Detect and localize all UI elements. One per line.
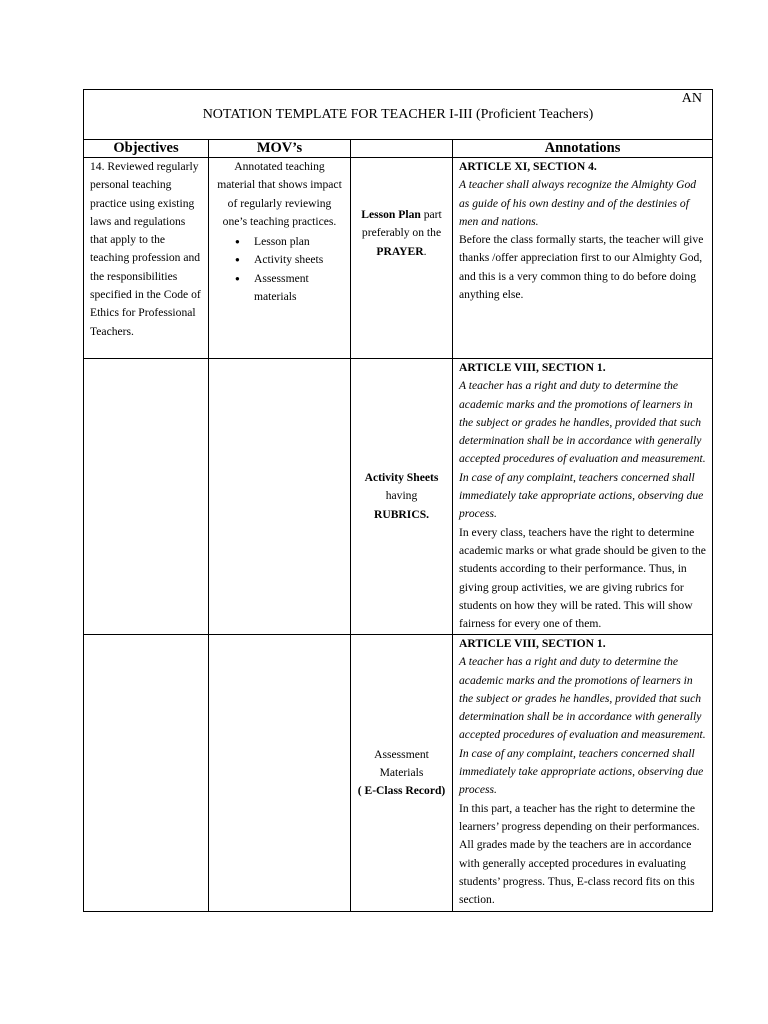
table-row	[84, 158, 713, 359]
objective-cell	[84, 359, 209, 635]
mov-detail-cell	[351, 158, 453, 359]
annotation-text	[453, 158, 712, 304]
mov-detail-text	[351, 158, 452, 261]
mov-description: Annotated teaching material that shows impact of regularly reviewing one’s teaching practices.	[217, 160, 342, 228]
mov-detail-plain: .	[423, 244, 427, 258]
mov-cell	[209, 635, 351, 912]
list-item: ● Assessment materials	[209, 270, 350, 307]
mov-detail-text	[351, 469, 452, 524]
objective-cell	[84, 158, 209, 359]
table-row	[84, 635, 713, 912]
mov-detail-bold: Lesson Plan	[361, 208, 421, 221]
article-quote: A teacher has a right and duty to determine the academic marks and the promotions of learners in the subject or grades he handles, provided that such determination shall be in accordance with generally accepted procedures of evaluation and measurement. In case of any complaint, teachers concerned shall immediately take appropriate actions, observing due process.	[459, 655, 706, 797]
corner-mark: AN	[681, 91, 702, 106]
title-row	[84, 90, 713, 140]
header-middle	[351, 140, 453, 158]
mov-list	[209, 233, 350, 306]
mov-cell	[209, 359, 351, 635]
header-objectives: Objectives	[84, 140, 209, 158]
mov-detail-bold: PRAYER	[376, 244, 424, 258]
article-quote: A teacher shall always recognize the Almighty God as guide of his own destiny and of the destinies of men and nations.	[459, 178, 697, 228]
annotation-text	[453, 359, 712, 633]
mov-detail-bold: ( E-Class Record)	[357, 784, 446, 798]
document-title: NOTATION TEMPLATE FOR TEACHER I-III (Proficient Teachers)	[202, 107, 594, 122]
mov-detail-plain: Assessment Materials	[374, 747, 429, 779]
annotation-text	[453, 635, 712, 909]
article-heading: ARTICLE VIII, SECTION 1.	[459, 637, 606, 650]
mov-detail-plain: having	[385, 489, 418, 503]
mov-detail-text	[351, 746, 452, 801]
title-cell	[84, 90, 713, 140]
article-heading: ARTICLE XI, SECTION 4.	[459, 160, 597, 173]
annotation-note: In this part, a teacher has the right to determine the learners’ progress depending on their performances. All grades made by the teachers are in accordance with generally accepted procedures in evaluating students’ progress. Thus, E-class record fits on this section.	[459, 801, 700, 907]
mov-detail-bold: Activity Sheets	[364, 471, 439, 485]
annotation-note: In every class, teachers have the right to determine academic marks or what grade should be given to the students according to their performance. Thus, in giving group activities, we are giving rubrics for students on how they will be rated. This will show fairness for every one of them.	[459, 525, 706, 631]
objective-cell	[84, 635, 209, 912]
header-movs: MOV’s	[209, 140, 351, 158]
mov-detail-cell	[351, 635, 453, 912]
annotation-cell	[453, 635, 713, 912]
header-row	[84, 140, 713, 158]
mov-detail-plain: part preferably on the	[361, 208, 442, 240]
table-row	[84, 359, 713, 635]
mov-detail-bold: RUBRICS.	[373, 507, 430, 521]
notation-template-table	[83, 89, 713, 912]
article-quote: A teacher has a right and duty to determine the academic marks and the promotions of learners in the subject or grades he handles, provided that such determination shall be in accordance with generally accepted procedures of evaluation and measurement. In case of any complaint, teachers concerned shall immediately take appropriate actions, observing due process.	[459, 379, 706, 521]
annotation-cell	[453, 359, 713, 635]
annotation-note: Before the class formally starts, the teacher will give thanks /offer appreciation first to our Almighty God, and this is a very common thing to do before doing anything else.	[459, 233, 704, 302]
mov-detail-cell	[351, 359, 453, 635]
header-annotations: Annotations	[453, 140, 713, 158]
list-item: ● Activity sheets	[209, 251, 350, 269]
mov-cell	[209, 158, 351, 359]
objective-text: 14. Reviewed regularly personal teaching practice using existing laws and regulations that apply to the teaching profession and the responsibilities specified in the Code of Ethics for Professional Teachers.	[90, 160, 201, 338]
annotation-cell	[453, 158, 713, 359]
article-heading: ARTICLE VIII, SECTION 1.	[459, 361, 606, 374]
list-item: ● Lesson plan	[209, 233, 350, 251]
